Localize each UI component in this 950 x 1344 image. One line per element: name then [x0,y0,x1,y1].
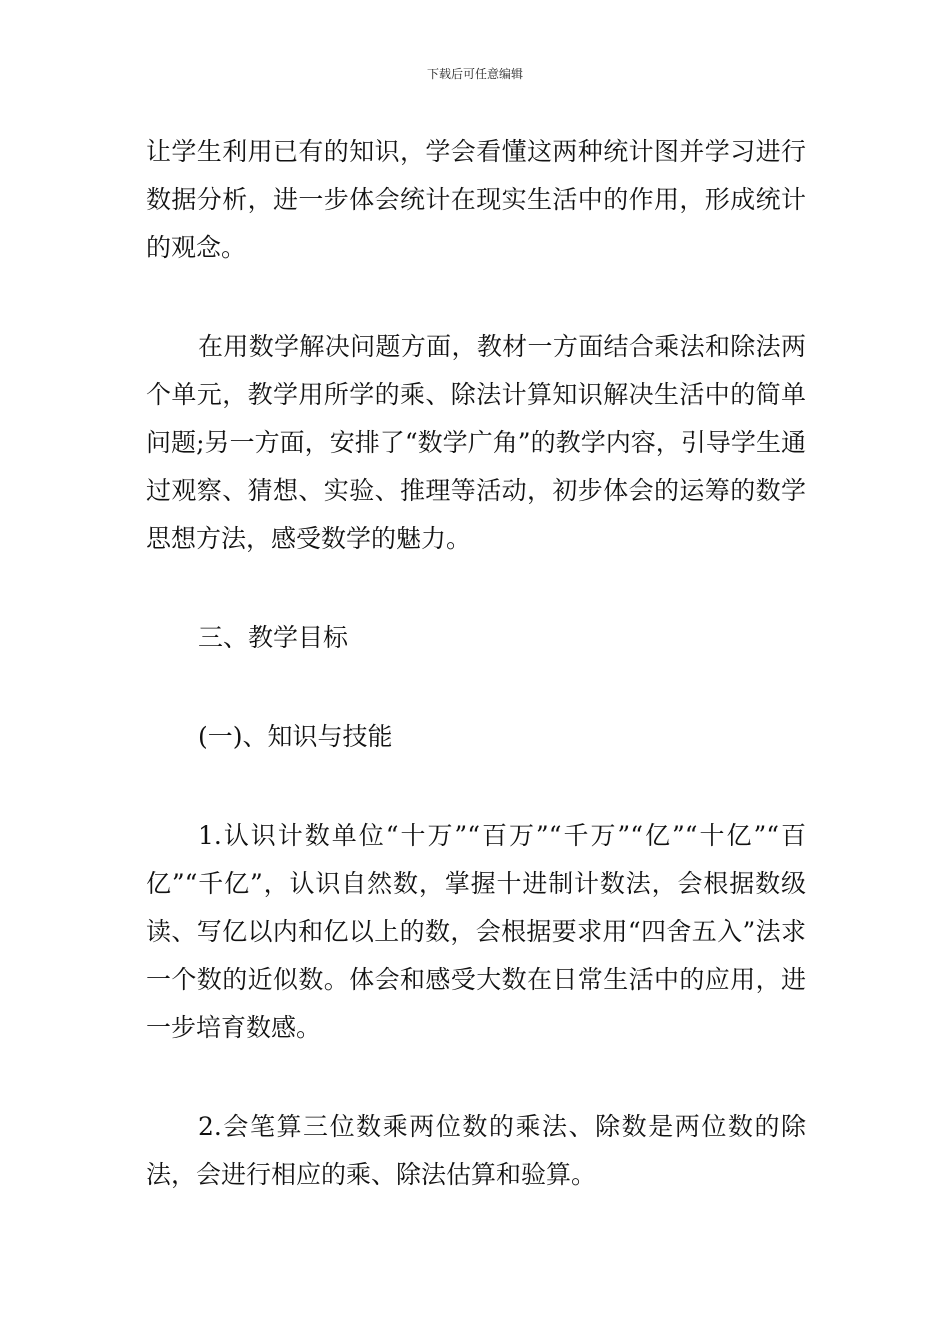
page-header: 下载后可任意编辑 [426,67,523,81]
paragraph-goal-2: 2.会笔算三位数乘两位数的乘法、除数是两位数的除法，会进行相应的乘、除法估算和验算。 [146,1112,806,1189]
subsection-heading-knowledge-skills: (一)、知识与技能 [198,722,393,751]
paragraph-goal-1: 1.认识计数单位“十万”“百万”“千万”“亿”“十亿”“百亿”“千亿”，认识自然数，掌握十进制计数法，会根据数级读、写亿以内和亿以上的数，会根据要求用“四舍五入”法求一个数的近似数。体会和感受大数在日常生活中的应用，进一步培育数感。 [146,821,806,1042]
paragraph-problem-solving: 在用数学解决问题方面，教材一方面结合乘法和除法两个单元，教学用所学的乘、除法计算知识解决生活中的简单问题;另一方面，安排了“数学广角”的教学内容，引导学生通过观察、猜想、实验、推理等活动，初步体会的运筹的数学思想方法，感受数学的魅力。 [146,332,806,553]
document-body [146,128,806,1199]
section-heading-teaching-goals: 三、教学目标 [198,623,349,652]
paragraph-statistics: 让学生利用已有的知识，学会看懂这两种统计图并学习进行数据分析，进一步体会统计在现实生活中的作用，形成统计的观念。 [146,137,806,262]
